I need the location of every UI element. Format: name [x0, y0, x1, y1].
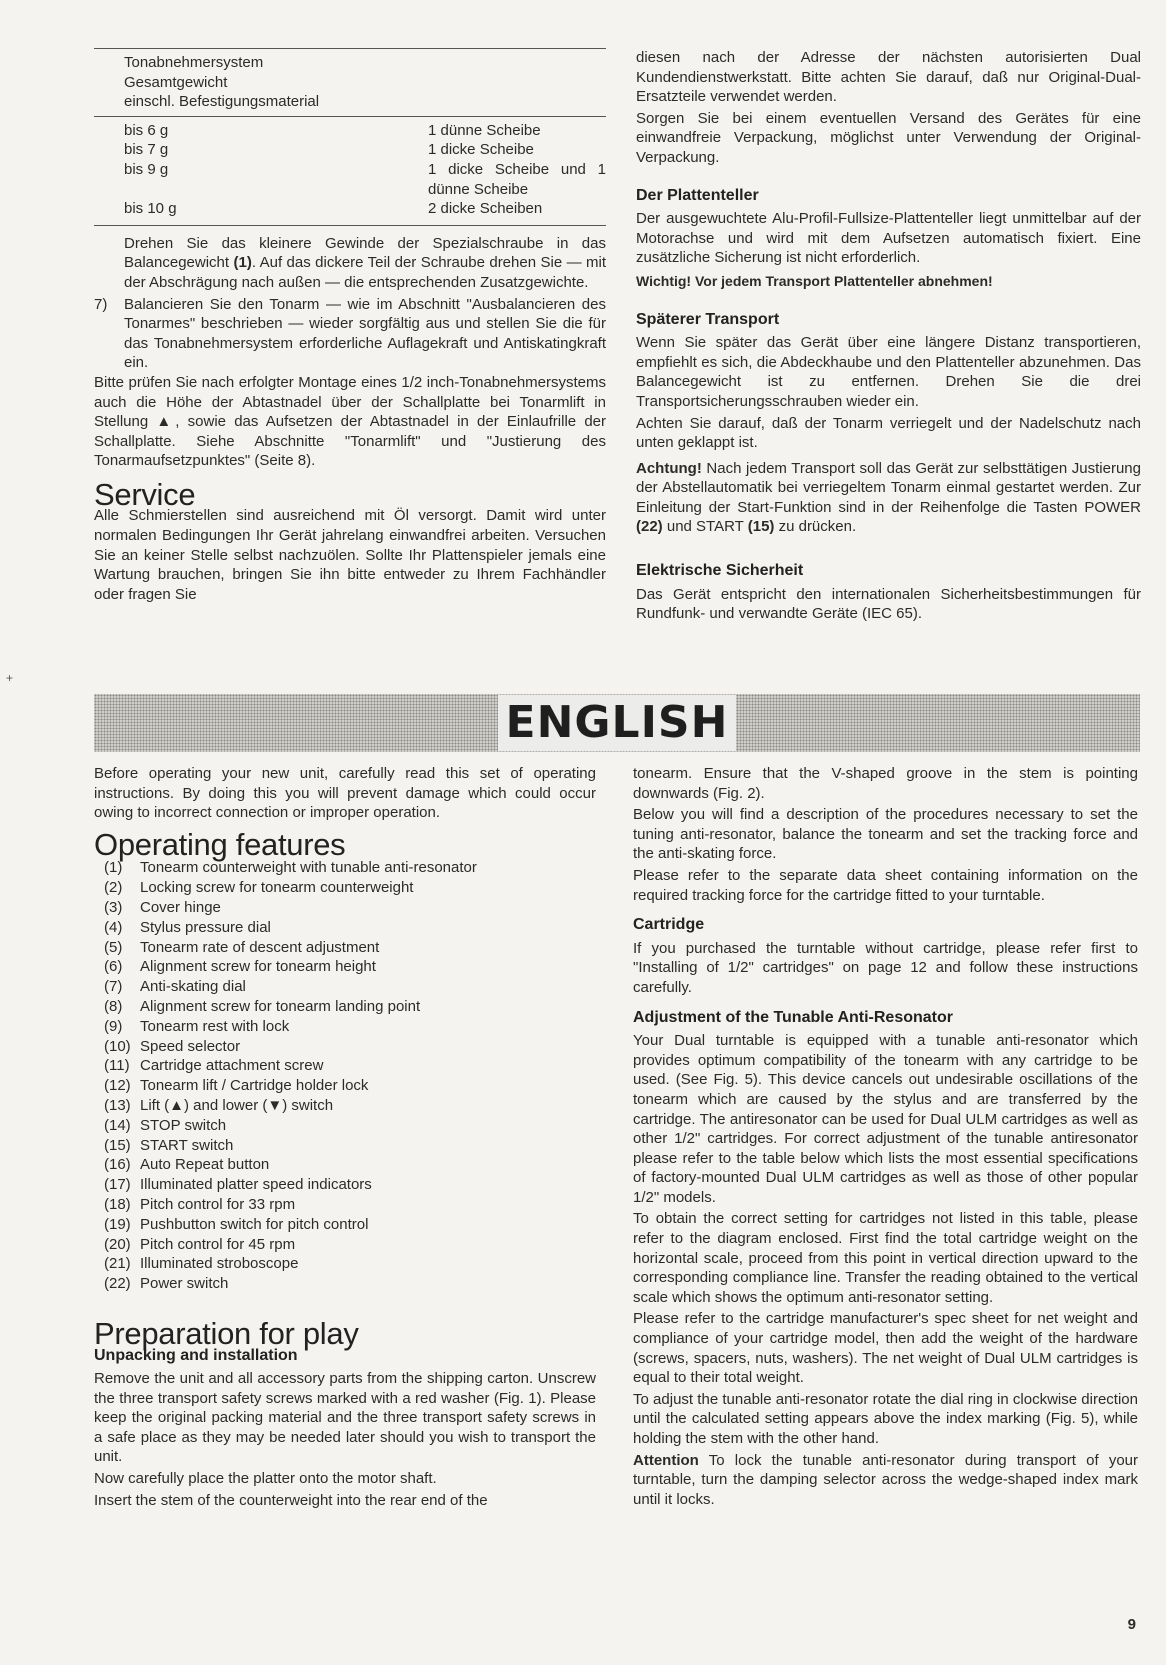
feature-item [94, 898, 596, 918]
feature-number: (10) [104, 1037, 131, 1055]
feature-item [94, 1235, 596, 1255]
feature-item [94, 997, 596, 1017]
anti-resonator-heading: Adjustment of the Tunable Anti-Resonator [633, 1008, 953, 1026]
anti-resonator-paragraph-2: To obtain the correct setting for cartridges not listed in this table, please refer to the diagram enclosed. First find the total cartridge weight on the horizontal scale, proceed from this point in vertical direction upward to the corresponding compliance line. Transfer the reading obtained to the vertical scale which shows the optimum anti-resonator setting. [633, 1210, 1138, 1306]
page-number: 9 [1127, 1616, 1136, 1633]
feature-label: Tonearm rest with lock [140, 1017, 290, 1035]
german-right-column [636, 48, 1141, 626]
feature-number: (20) [104, 1235, 131, 1253]
feature-number: (8) [104, 997, 123, 1015]
transport-paragraph-1: Wenn Sie später das Gerät über eine längere Distanz transportieren, empfiehlt es sich, die Abdeckhaube und den Plattenteller abzunehmen. Das Balancegewicht ist zu entfernen. Drehen Sie die drei Transportsicherungsschrauben wieder ein. [636, 334, 1141, 410]
service-heading: Service [94, 476, 196, 512]
data-sheet-paragraph: Please refer to the separate data sheet containing information on the required tracking force for the cartridge fitted to your turntable. [633, 866, 1138, 904]
anti-resonator-paragraph-1: Your Dual turntable is equipped with a tunable anti-resonator which provides optimum compatibility of the tonearm with any cartridge to be used. (See Fig. 5). This device cancels out undesirable oscillations of the tonearm which are caused by the stylus and are transferred by the cartridge. The antiresonator can be used for Dual ULM cartridges as well as other 1/2" cartridges. For correct adjustment of the tunable antiresonator please refer to the table below which lists the most essential specifications of factory-mounted Dual ULM cartridges as well as those of other popular 1/2" models. [633, 1032, 1138, 1206]
unpacking-paragraph-1: Remove the unit and all accessory parts from the shipping carton. Unscrew the three transport safety screws marked with a red washer (Fig. 1). Please keep the original packing material and the three transport safety screws in a safe place as they may be needed later should you wish to transport the unit. [94, 1370, 596, 1466]
feature-item [94, 878, 596, 898]
feature-item [94, 1076, 596, 1096]
feature-number: (7) [104, 978, 123, 996]
feature-number: (16) [104, 1156, 131, 1174]
feature-label: Tonearm lift / Cartridge holder lock [140, 1077, 369, 1095]
feature-number: (4) [104, 918, 123, 936]
feature-label: Pitch control for 45 rpm [140, 1235, 296, 1253]
feature-label: Pitch control for 33 rpm [140, 1195, 296, 1213]
feature-item [94, 1116, 596, 1136]
transport-heading: Späterer Transport [636, 310, 780, 328]
feature-number: (11) [104, 1057, 130, 1075]
feature-label: STOP switch [140, 1116, 227, 1134]
intro-paragraph: Before operating your new unit, carefully read this set of operating instructions. By doing this you will prevent damage which could occur owing to incorrect connection or improper operation. [94, 765, 596, 822]
feature-label: Cover hinge [140, 898, 221, 916]
feature-item [94, 1037, 596, 1057]
check-paragraph: Bitte prüfen Sie nach erfolgter Montage eines 1/2 inch-Tonabnehmersystems auch die Höhe der Abtastnadel über der Schallplatte bei Tonarmlift in Stellung ▲, sowie das Aufsetzen der Abtastnadel in der Einlaufrille der Schallplatte. Siehe Abschnitte "Tonarmlift" und "Justierung des Tonarmaufsetzpunktes" (Seite 8). [94, 373, 606, 470]
service-continued: diesen nach der Adresse der nächsten autorisierten Dual Kundendienstwerkstatt. Bitte achten Sie darauf, daß nur Original-Dual-Ersatzteile verwendet werden. [636, 49, 1141, 106]
feature-label: Auto Repeat button [140, 1156, 270, 1174]
feature-label: Pushbutton switch for pitch control [140, 1215, 369, 1233]
feature-label: START switch [140, 1136, 234, 1154]
safety-heading: Elektrische Sicherheit [636, 562, 804, 580]
unpacking-continued: tonearm. Ensure that the V-shaped groove in the stem is pointing downwards (Fig. 2). [633, 765, 1138, 802]
feature-label: Alignment screw for tonearm height [140, 958, 376, 976]
feature-label: Tonearm rate of descent adjustment [140, 938, 380, 956]
feature-number: (3) [104, 898, 123, 916]
feature-label: Power switch [140, 1275, 229, 1293]
platter-warning: Wichtig! Vor jedem Transport Plattenteller abnehmen! [636, 272, 993, 289]
feature-label: Alignment screw for tonearm landing point [140, 997, 421, 1015]
feature-item [94, 1096, 596, 1116]
platter-paragraph: Der ausgewuchtete Alu-Profil-Fullsize-Plattenteller liegt unmittelbar auf der Motorachse und wird mit dem Aufsetzen automatisch fixiert. Eine zusätzliche Sicherung ist nicht erforderlich. [636, 210, 1141, 267]
feature-label: Illuminated platter speed indicators [140, 1176, 372, 1194]
feature-number: (21) [104, 1255, 131, 1273]
feature-label: Lift (▲) and lower (▼) switch [140, 1096, 334, 1114]
platter-heading: Der Plattenteller [636, 186, 759, 204]
feature-item [94, 1175, 596, 1195]
english-right-column [633, 764, 1138, 1511]
feature-number: (2) [104, 879, 123, 897]
feature-item [94, 1155, 596, 1175]
feature-number: (6) [104, 958, 123, 976]
banner-title: ENGLISH [498, 695, 737, 751]
step-7: 7) Balancieren Sie den Tonarm — wie im Abschnitt "Ausbalancieren des Tonarmes" beschrieben — wieder sorgfältig aus und stellen Sie die für das Tonabnehmersystem erforderliche Auflagekraft und Antiskatingkraft ein. [94, 295, 606, 372]
attention-english-paragraph: Attention To lock the tunable anti-resonator during transport of your turntable, turn the damping selector across the wedge-shaped index mark until it locks. [633, 1451, 1138, 1508]
feature-number: (13) [104, 1096, 131, 1114]
features-heading: Operating features [94, 826, 346, 862]
cartridge-heading: Cartridge [633, 916, 705, 934]
feature-item [94, 1215, 596, 1235]
features-list [94, 858, 596, 1294]
margin-mark: + [6, 671, 14, 685]
table-row: bis 10 g 2 dicke Scheiben [94, 199, 606, 225]
feature-item [94, 938, 596, 958]
safety-paragraph: Das Gerät entspricht den internationalen Sicherheitsbestimmungen für Rundfunk- und verwandte Geräte (IEC 65). [636, 585, 1141, 623]
feature-label: Locking screw for tonearm counterweight [140, 879, 414, 897]
feature-item [94, 1017, 596, 1037]
table-row: bis 7 g 1 dicke Scheibe [124, 141, 534, 159]
feature-item [94, 918, 596, 938]
feature-label: Anti-skating dial [140, 978, 246, 996]
feature-label: Speed selector [140, 1037, 241, 1055]
german-left-column [94, 48, 606, 606]
feature-item [94, 1254, 596, 1274]
feature-item [94, 957, 596, 977]
cartridge-paragraph: If you purchased the turntable without cartridge, please refer first to "Installing of 1/2" cartridges" on page 12 and follow these instructions carefully. [633, 939, 1138, 996]
below-paragraph: Below you will find a description of the procedures necessary to set the tuning anti-resonator, balance the tonearm and set the tracking force and the anti-skating force. [633, 806, 1138, 863]
preparation-heading: Preparation for play [94, 1315, 359, 1351]
feature-item [94, 1056, 596, 1076]
unpacking-paragraph-3: Insert the stem of the counterweight into the rear end of the [94, 1491, 488, 1509]
feature-item [94, 1274, 596, 1294]
language-banner [94, 694, 1140, 752]
weight-table [94, 48, 606, 226]
english-left-column [94, 764, 596, 1512]
unpacking-heading: Unpacking and installation [94, 1346, 298, 1364]
feature-number: (17) [104, 1176, 131, 1194]
feature-label: Illuminated stroboscope [140, 1255, 299, 1273]
feature-number: (19) [104, 1215, 131, 1233]
feature-number: (15) [104, 1136, 131, 1154]
feature-item [94, 977, 596, 997]
feature-number: (14) [104, 1116, 131, 1134]
feature-number: (22) [104, 1275, 131, 1293]
feature-item [94, 1195, 596, 1215]
anti-resonator-paragraph-3: Please refer to the cartridge manufacturer's spec sheet for net weight and compliance of your cartridge model, then add the weight of the hardware (screws, spacers, nuts, washers). The net weight of Dual ULM cartridges is equal to their total weight. [633, 1310, 1138, 1387]
feature-number: (5) [104, 938, 123, 956]
feature-number: (1) [104, 859, 123, 877]
feature-label: Cartridge attachment screw [140, 1057, 324, 1075]
feature-number: (18) [104, 1195, 131, 1213]
unpacking-paragraph-2: Now carefully place the platter onto the motor shaft. [94, 1470, 437, 1488]
transport-paragraph-2: Achten Sie darauf, daß der Tonarm verriegelt und der Nadelschutz nach unten geklappt ist. [636, 414, 1141, 452]
feature-number: (9) [104, 1017, 123, 1035]
anti-resonator-paragraph-4: To adjust the tunable anti-resonator rotate the dial ring in clockwise direction until the calculated setting appears above the index marking (Fig. 5), while holding the stem with the other hand. [633, 1390, 1138, 1447]
feature-number: (12) [104, 1077, 131, 1095]
table-row: bis 9 g 1 dicke Scheibe und 1 dünne Scheibe [124, 160, 606, 198]
table-row: bis 6 g 1 dünne Scheibe [124, 121, 541, 139]
feature-item [94, 858, 596, 878]
attention-paragraph: Achtung! Nach jedem Transport soll das Gerät zur selbsttätigen Justierung der Abstellautomatik bei verriegeltem Tonarm einmal gestartet werden. Zur Einleitung der Start-Funktion sind in der Reihenfolge die Tasten POWER (22) und START (15) zu drücken. [636, 459, 1141, 536]
weight-table-header: Tonabnehmersystem Gesamtgewicht einschl. Befestigungsmaterial [94, 49, 606, 117]
feature-label: Tonearm counterweight with tunable anti-resonator [140, 859, 477, 877]
shipping-paragraph: Sorgen Sie bei einem eventuellen Versand des Gerätes für eine einwandfreie Verpackung, möglichst unter Verwendung der Original-Verpackung. [636, 109, 1141, 166]
turn-screw-paragraph: Drehen Sie das kleinere Gewinde der Spezialschraube in das Balancegewicht (1). Auf das dickere Teil der Schraube drehen Sie — mit der Abschrägung nach außen — die entsprechenden Zusatzgewichte. [124, 234, 607, 291]
feature-label: Stylus pressure dial [140, 918, 271, 936]
service-paragraph: Alle Schmierstellen sind ausreichend mit Öl versorgt. Damit wird unter normalen Bedingungen Ihr Gerät jahrelang einwandfrei arbeiten. Versuchen Sie an keiner Stelle selbst nachzuölen. Sollte Ihr Plattenspieler jemals eine Wartung brauchen, bringen Sie ihn bitte entweder zu Ihrem Fachhändler oder fragen Sie [94, 507, 606, 603]
feature-item [94, 1136, 596, 1156]
